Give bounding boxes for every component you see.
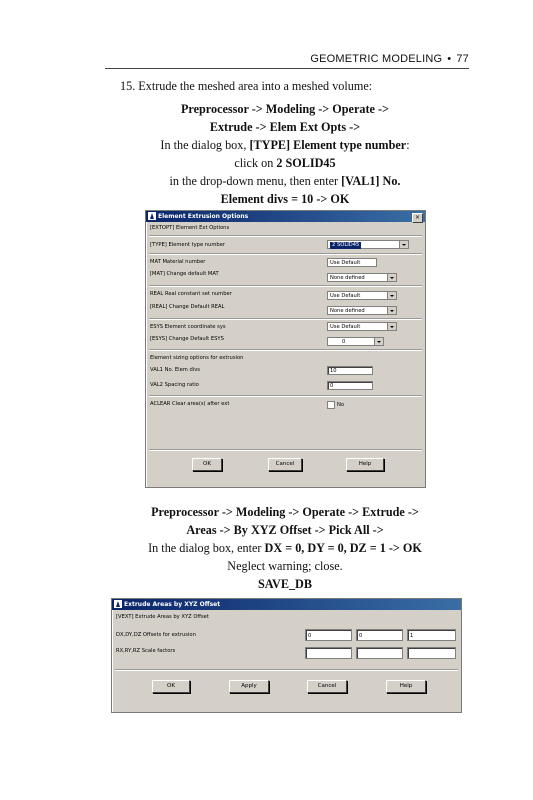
mat-dropdown[interactable] — [327, 258, 377, 267]
ansys-logo-icon — [114, 600, 122, 608]
dx-input[interactable]: 0 — [305, 629, 352, 641]
menu-path-2: Extrude -> Elem Ext Opts -> — [209, 120, 361, 134]
chevron-down-icon[interactable] — [374, 338, 383, 345]
val2-label: VAL2 Spacing ratio — [150, 382, 199, 388]
menu-path-1: Preprocessor -> Modeling -> Operate -> Extrude -> — [151, 505, 419, 519]
bullet: • — [447, 53, 452, 65]
instruction-bold: 2 SOLID45 — [276, 156, 336, 170]
chevron-down-icon[interactable] — [387, 274, 396, 281]
close-button[interactable]: × — [412, 213, 423, 223]
menu-path-2: Areas -> By XYZ Offset -> Pick All -> — [186, 523, 384, 537]
divider — [149, 285, 422, 287]
instruction-text: : — [406, 138, 410, 152]
real-label: REAL Real constant set number — [150, 291, 232, 297]
running-head — [105, 53, 469, 65]
esys-label: ESYS Element coordinate sys — [150, 324, 226, 330]
instruction-text: in the drop-down menu, then enter — [169, 174, 342, 188]
instruction-bold: Element divs = 10 -> OK — [220, 192, 350, 206]
offsets-label: DX,DY,DZ Offsets for extrusion — [116, 632, 196, 638]
chevron-down-icon[interactable] — [399, 241, 408, 248]
chapter-title: GEOMETRIC MODELING — [310, 53, 443, 65]
val2-input[interactable]: 0 — [327, 381, 373, 390]
esys-change-value: 0 — [342, 339, 346, 345]
real-change-dropdown[interactable] — [327, 306, 397, 315]
esys-dropdown[interactable] — [327, 322, 397, 331]
mat-label: MAT Material number — [150, 259, 206, 265]
scale-label: RX,RY,RZ Scale factors — [116, 648, 176, 654]
chevron-down-icon[interactable] — [387, 307, 396, 314]
instruction-text: Neglect warning; close. — [227, 559, 343, 573]
dialog-titlebar — [146, 211, 425, 222]
real-change-label: [REAL] Change Default REAL — [150, 304, 225, 310]
dialog-heading: [VEXT] Extrude Areas by XYZ Offset — [116, 614, 209, 620]
instruction-bold: [VAL1] No. — [341, 174, 401, 188]
divider — [149, 318, 422, 320]
real-change-value: None defined — [330, 308, 365, 314]
mat-value: Use Default — [330, 260, 361, 266]
ry-input[interactable] — [356, 647, 403, 659]
dy-input[interactable]: 0 — [356, 629, 403, 641]
help-button[interactable]: Help — [386, 680, 426, 693]
ok-button[interactable]: OK — [152, 680, 190, 693]
dz-input[interactable]: 1 — [407, 629, 456, 641]
divider — [149, 235, 422, 237]
mat-change-label: [MAT] Change default MAT — [150, 271, 219, 277]
step-15-text: 15. Extrude the meshed area into a meshed volume: — [120, 79, 373, 93]
esys-change-dropdown[interactable] — [327, 337, 384, 346]
cancel-button[interactable]: Cancel — [268, 458, 302, 471]
sizing-label: Element sizing options for extrusion — [150, 355, 244, 361]
real-dropdown[interactable] — [327, 291, 397, 300]
real-value: Use Default — [330, 293, 361, 299]
cancel-button[interactable]: Cancel — [307, 680, 347, 693]
element-type-value: 2 SOLID45 — [332, 242, 360, 248]
instruction-block-2 — [100, 503, 470, 593]
help-button[interactable]: Help — [346, 458, 384, 471]
mat-change-dropdown[interactable] — [327, 273, 397, 282]
type-label: [TYPE] Element type number — [150, 242, 226, 248]
rz-input[interactable] — [407, 647, 456, 659]
menu-path-1: Preprocessor -> Modeling -> Operate -> — [180, 102, 389, 116]
mat-change-value: None defined — [330, 275, 365, 281]
esys-value: Use Default — [330, 324, 361, 330]
instruction-text: In the dialog box, enter — [148, 541, 265, 555]
instruction-bold: DX = 0, DY = 0, DZ = 1 -> OK — [264, 541, 422, 555]
element-type-dropdown[interactable] — [327, 240, 409, 249]
header-rule — [105, 68, 469, 69]
instruction-text: In the dialog box, — [160, 138, 250, 152]
divider — [149, 395, 422, 397]
instruction-text: click on — [234, 156, 277, 170]
divider — [149, 253, 422, 255]
val1-label: VAL1 No. Elem divs — [150, 367, 200, 373]
val1-input[interactable]: 10 — [327, 366, 373, 375]
instruction-bold: [TYPE] Element type number — [249, 138, 407, 152]
page-number: 77 — [456, 53, 469, 65]
dialog-heading: [EXTOPT] Element Ext Options — [150, 225, 230, 231]
dialog-title: Extrude Areas by XYZ Offset — [124, 601, 221, 608]
aclear-label: ACLEAR Clear area(s) after ext — [150, 401, 230, 407]
divider — [149, 449, 422, 451]
chevron-down-icon[interactable] — [387, 323, 396, 330]
aclear-value: No — [337, 402, 345, 408]
element-extrusion-dialog — [145, 210, 426, 488]
dialog-titlebar — [112, 599, 461, 610]
rx-input[interactable] — [305, 647, 352, 659]
esys-change-label: [ESYS] Change Default ESYS — [150, 336, 224, 342]
apply-button[interactable]: Apply — [229, 680, 269, 693]
save-command: SAVE_DB — [258, 577, 312, 591]
aclear-checkbox[interactable] — [327, 401, 335, 409]
chevron-down-icon[interactable] — [387, 292, 396, 299]
ansys-logo-icon — [148, 212, 156, 220]
dialog-title: Element Extrusion Options — [158, 213, 249, 220]
extrude-xyz-dialog — [111, 598, 462, 713]
divider — [115, 669, 458, 671]
divider — [149, 349, 422, 351]
instruction-block-1 — [100, 100, 470, 208]
ok-button[interactable]: OK — [192, 458, 222, 471]
